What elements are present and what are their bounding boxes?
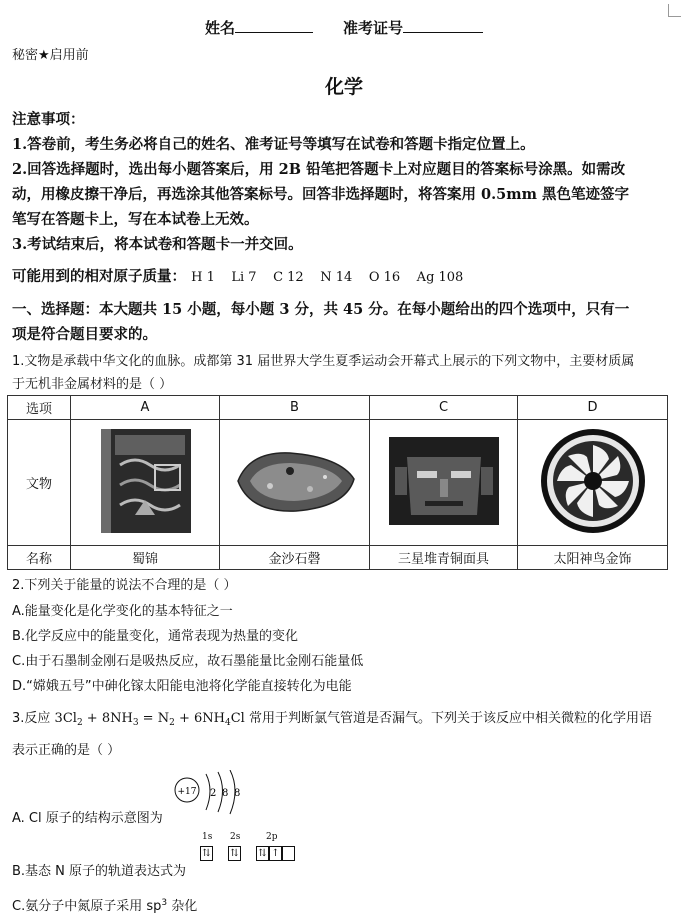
orbital-box-2p-2: ↑ [269,846,282,861]
table-row [8,546,668,570]
shell-1-count: 2 [210,788,217,799]
option-d-name: 太阳神鸟金饰 [518,546,668,570]
question-2-option-c: C.由于石墨制金刚石是吸热反应，故石墨能量比金刚石能量低 [12,654,364,669]
orbital-diagram [196,832,306,866]
orbital-box-1s: ⇅ [200,846,213,861]
corner-mark [668,4,681,17]
shell-3-count: 8 [234,788,241,799]
option-a-header: A [71,396,220,420]
option-a-image-cell [71,420,220,546]
question-1-stem-cont: 于无机非金属材料的是（ ） [12,377,173,392]
question-3-stem [12,707,652,728]
notes-item: 1.答卷前，考生务必将自己的姓名、准考证号等填写在试卷和答题卡指定位置上。 [12,136,535,153]
option-d-image-cell [518,420,668,546]
table-row [8,396,668,420]
question-2-option-d: D.“嫦娥五号”中砷化镓太阳能电池将化学能直接转化为电能 [12,679,352,694]
section-heading-cont: 项是符合题目要求的。 [12,326,157,343]
cl-atom-diagram [172,770,252,824]
question-3-option-b: B.基态 N 原子的轨道表达式为 [12,864,187,879]
orbital-label-1s: 1s [202,832,213,842]
notes-item: 动，用橡皮擦干净后，再选涂其他答案标号。回答非选择题时，将答案用 0.5mm 黑色笔迹签字 [12,186,630,203]
atom-structure-icon [172,770,252,820]
option-b-name: 金沙石磬 [220,546,370,570]
option-c-header: C [370,396,518,420]
table-row-label: 文物 [8,420,71,546]
question-1-stem: 1.文物是承载中华文化的血脉。成都第 31 届世界大学生夏季运动会开幕式上展示的下列文物中，主要材质属 [12,354,635,369]
option-b-header: B [220,396,370,420]
question-2-option-a: A.能量变化是化学变化的基本特征之一 [12,604,233,619]
question-3-stem-cont: 表示正确的是（ ） [12,743,121,758]
masses-label: 可能用到的相对原子质量： [12,268,186,285]
table-row [8,420,668,546]
sun-bird-gold-image [537,425,649,537]
section-heading: 一、选择题：本大题共 15 小题，每小题 3 分，共 45 分。在每小题给出的四个选项中，只有一 [12,301,630,318]
option-b-image-cell [220,420,370,546]
table-header-cell: 选项 [8,396,71,420]
orbital-label-2s: 2s [230,832,241,842]
q3-prefix: 3.反应 [12,711,51,726]
name-blank[interactable] [235,18,313,33]
notes-item: 笔写在答题卡上，写在本试卷上无效。 [12,211,259,228]
stone-chime-image [230,441,360,521]
atomic-masses-row [12,265,463,286]
exam-id-label: 准考证号 [343,19,404,37]
orbital-box-2p-3 [282,846,295,861]
shell-2-count: 8 [222,788,229,799]
question-3-option-a: A. Cl 原子的结构示意图为 [12,811,163,826]
notes-item: 2.回答选择题时，选出每小题答案后，用 2B 铅笔把答题卡上对应题目的答案标号涂黑。如需改 [12,161,626,178]
orbital-label-2p: 2p [266,832,278,842]
question-2-option-b: B.化学反应中的能量变化，通常表现为热量的变化 [12,629,299,644]
exam-id-blank[interactable] [403,18,483,33]
option-a-name: 蜀锦 [71,546,220,570]
notes-item: 3.考试结束后，将本试卷和答题卡一并交回。 [12,236,303,253]
option-c-name: 三星堆青铜面具 [370,546,518,570]
orbital-box-2p-1: ⇅ [256,846,269,861]
secret-label: 秘密★启用前 [12,48,89,63]
option-c-image-cell [370,420,518,546]
exam-id-field-row [343,17,483,38]
orbital-box-2s: ⇅ [228,846,241,861]
masses-values: H 1 Li 7 C 12 N 14 O 16 Ag 108 [191,270,464,285]
notes-heading: 注意事项： [12,111,85,128]
question-3-option-c: C.氨分子中氮原子采用 $sp^3$ 杂化 [12,898,198,914]
bronze-mask-image [385,431,503,531]
nucleus-charge: +17 [177,787,197,797]
name-field-row [205,17,313,38]
subject-title: 化学 [325,76,364,98]
option-d-header: D [518,396,668,420]
name-label: 姓名 [205,19,236,37]
question-1-table [7,395,668,570]
reaction-equation: $3Cl_2 + 8NH_3 = N_2 + 6NH_4Cl$ [54,711,245,728]
question-2-stem: 2.下列关于能量的说法不合理的是（ ） [12,578,237,593]
shu-brocade-image [95,425,195,537]
table-row-label: 名称 [8,546,71,570]
q3-suffix: 常用于判断氯气管道是否漏气。下列关于该反应中相关微粒的化学用语 [248,711,652,726]
